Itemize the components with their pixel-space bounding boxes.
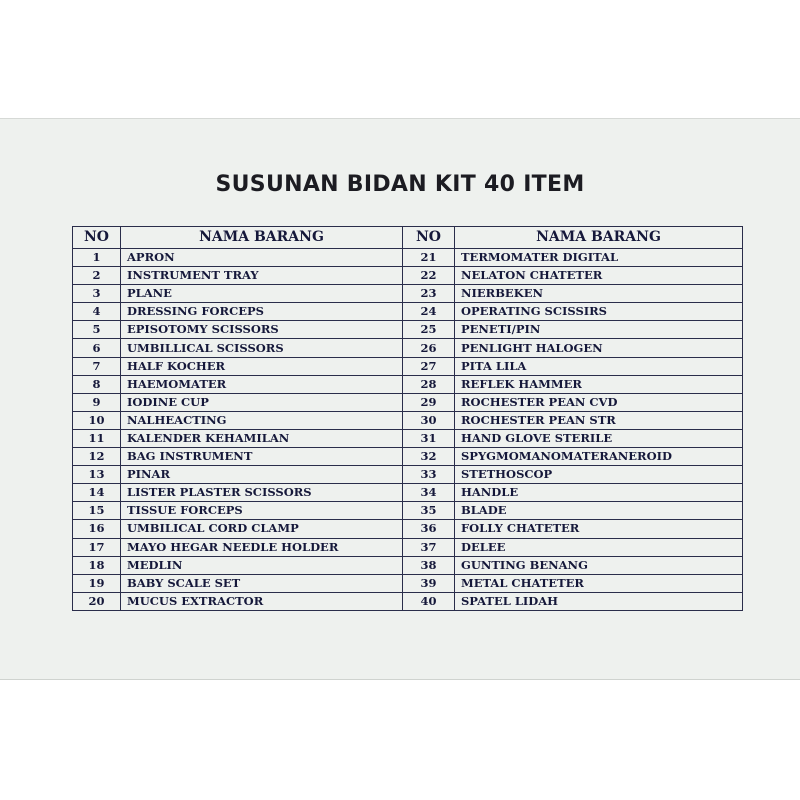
item-number: 31 [403, 429, 455, 447]
item-name: MAYO HEGAR NEEDLE HOLDER [121, 538, 403, 556]
table-row [73, 285, 743, 303]
item-number: 15 [73, 502, 121, 520]
item-number: 7 [73, 357, 121, 375]
item-number: 39 [403, 574, 455, 592]
item-name: REFLEK HAMMER [455, 375, 743, 393]
table-row [73, 429, 743, 447]
item-number: 22 [403, 267, 455, 285]
item-number: 26 [403, 339, 455, 357]
item-name: BAG INSTRUMENT [121, 448, 403, 466]
item-name: GUNTING BENANG [455, 556, 743, 574]
item-number: 32 [403, 448, 455, 466]
table-row [73, 303, 743, 321]
item-number: 25 [403, 321, 455, 339]
item-number: 36 [403, 520, 455, 538]
item-name: NELATON CHATETER [455, 267, 743, 285]
item-number: 35 [403, 502, 455, 520]
item-name: LISTER PLASTER SCISSORS [121, 484, 403, 502]
item-number: 27 [403, 357, 455, 375]
item-number: 5 [73, 321, 121, 339]
header-no-right: NO [403, 227, 455, 249]
item-number: 30 [403, 411, 455, 429]
header-name-left: NAMA BARANG [121, 227, 403, 249]
item-name: PLANE [121, 285, 403, 303]
item-number: 28 [403, 375, 455, 393]
item-name: HAEMOMATER [121, 375, 403, 393]
table-row [73, 502, 743, 520]
item-name: UMBILICAL CORD CLAMP [121, 520, 403, 538]
table-row [73, 411, 743, 429]
item-number: 40 [403, 592, 455, 610]
item-number: 16 [73, 520, 121, 538]
item-name: APRON [121, 249, 403, 267]
item-name: BLADE [455, 502, 743, 520]
item-name: PENLIGHT HALOGEN [455, 339, 743, 357]
item-name: HALF KOCHER [121, 357, 403, 375]
item-number: 24 [403, 303, 455, 321]
item-number: 12 [73, 448, 121, 466]
item-number: 38 [403, 556, 455, 574]
table-row [73, 592, 743, 610]
item-name: PENETI/PIN [455, 321, 743, 339]
item-number: 2 [73, 267, 121, 285]
table-row [73, 466, 743, 484]
table-row [73, 357, 743, 375]
table-row [73, 556, 743, 574]
item-number: 34 [403, 484, 455, 502]
item-name: PITA LILA [455, 357, 743, 375]
item-name: NALHEACTING [121, 411, 403, 429]
item-number: 21 [403, 249, 455, 267]
item-name: METAL CHATETER [455, 574, 743, 592]
item-number: 23 [403, 285, 455, 303]
item-name: EPISOTOMY SCISSORS [121, 321, 403, 339]
table-row [73, 448, 743, 466]
item-number: 33 [403, 466, 455, 484]
item-number: 19 [73, 574, 121, 592]
table-row [73, 321, 743, 339]
table-row [73, 375, 743, 393]
table-row [73, 520, 743, 538]
item-name: DELEE [455, 538, 743, 556]
item-name: TISSUE FORCEPS [121, 502, 403, 520]
item-number: 29 [403, 393, 455, 411]
item-name: UMBILLICAL SCISSORS [121, 339, 403, 357]
item-number: 4 [73, 303, 121, 321]
item-table [72, 226, 743, 611]
item-number: 20 [73, 592, 121, 610]
item-name: INSTRUMENT TRAY [121, 267, 403, 285]
item-name: FOLLY CHATETER [455, 520, 743, 538]
item-number: 17 [73, 538, 121, 556]
item-name: PINAR [121, 466, 403, 484]
header-no-left: NO [73, 227, 121, 249]
item-name: MEDLIN [121, 556, 403, 574]
item-number: 11 [73, 429, 121, 447]
item-number: 18 [73, 556, 121, 574]
item-number: 37 [403, 538, 455, 556]
item-name: SPYGMOMANOMATERANEROID [455, 448, 743, 466]
item-name: ROCHESTER PEAN STR [455, 411, 743, 429]
table-row [73, 393, 743, 411]
table-header-row [73, 227, 743, 249]
table-row [73, 574, 743, 592]
item-name: DRESSING FORCEPS [121, 303, 403, 321]
item-name: BABY SCALE SET [121, 574, 403, 592]
item-name: HANDLE [455, 484, 743, 502]
item-number: 6 [73, 339, 121, 357]
table-row [73, 484, 743, 502]
header-name-right: NAMA BARANG [455, 227, 743, 249]
item-name: IODINE CUP [121, 393, 403, 411]
page-title: SUSUNAN BIDAN KIT 40 ITEM [215, 172, 585, 197]
item-name: SPATEL LIDAH [455, 592, 743, 610]
item-number: 10 [73, 411, 121, 429]
item-name: KALENDER KEHAMILAN [121, 429, 403, 447]
item-number: 9 [73, 393, 121, 411]
item-number: 13 [73, 466, 121, 484]
item-name: ROCHESTER PEAN CVD [455, 393, 743, 411]
table-row [73, 339, 743, 357]
item-name: NIERBEKEN [455, 285, 743, 303]
table-row [73, 249, 743, 267]
item-name: TERMOMATER DIGITAL [455, 249, 743, 267]
item-number: 1 [73, 249, 121, 267]
table-row [73, 538, 743, 556]
item-number: 14 [73, 484, 121, 502]
item-number: 8 [73, 375, 121, 393]
item-name: MUCUS EXTRACTOR [121, 592, 403, 610]
table-row [73, 267, 743, 285]
item-name: STETHOSCOP [455, 466, 743, 484]
item-name: OPERATING SCISSIRS [455, 303, 743, 321]
item-name: HAND GLOVE STERILE [455, 429, 743, 447]
item-number: 3 [73, 285, 121, 303]
